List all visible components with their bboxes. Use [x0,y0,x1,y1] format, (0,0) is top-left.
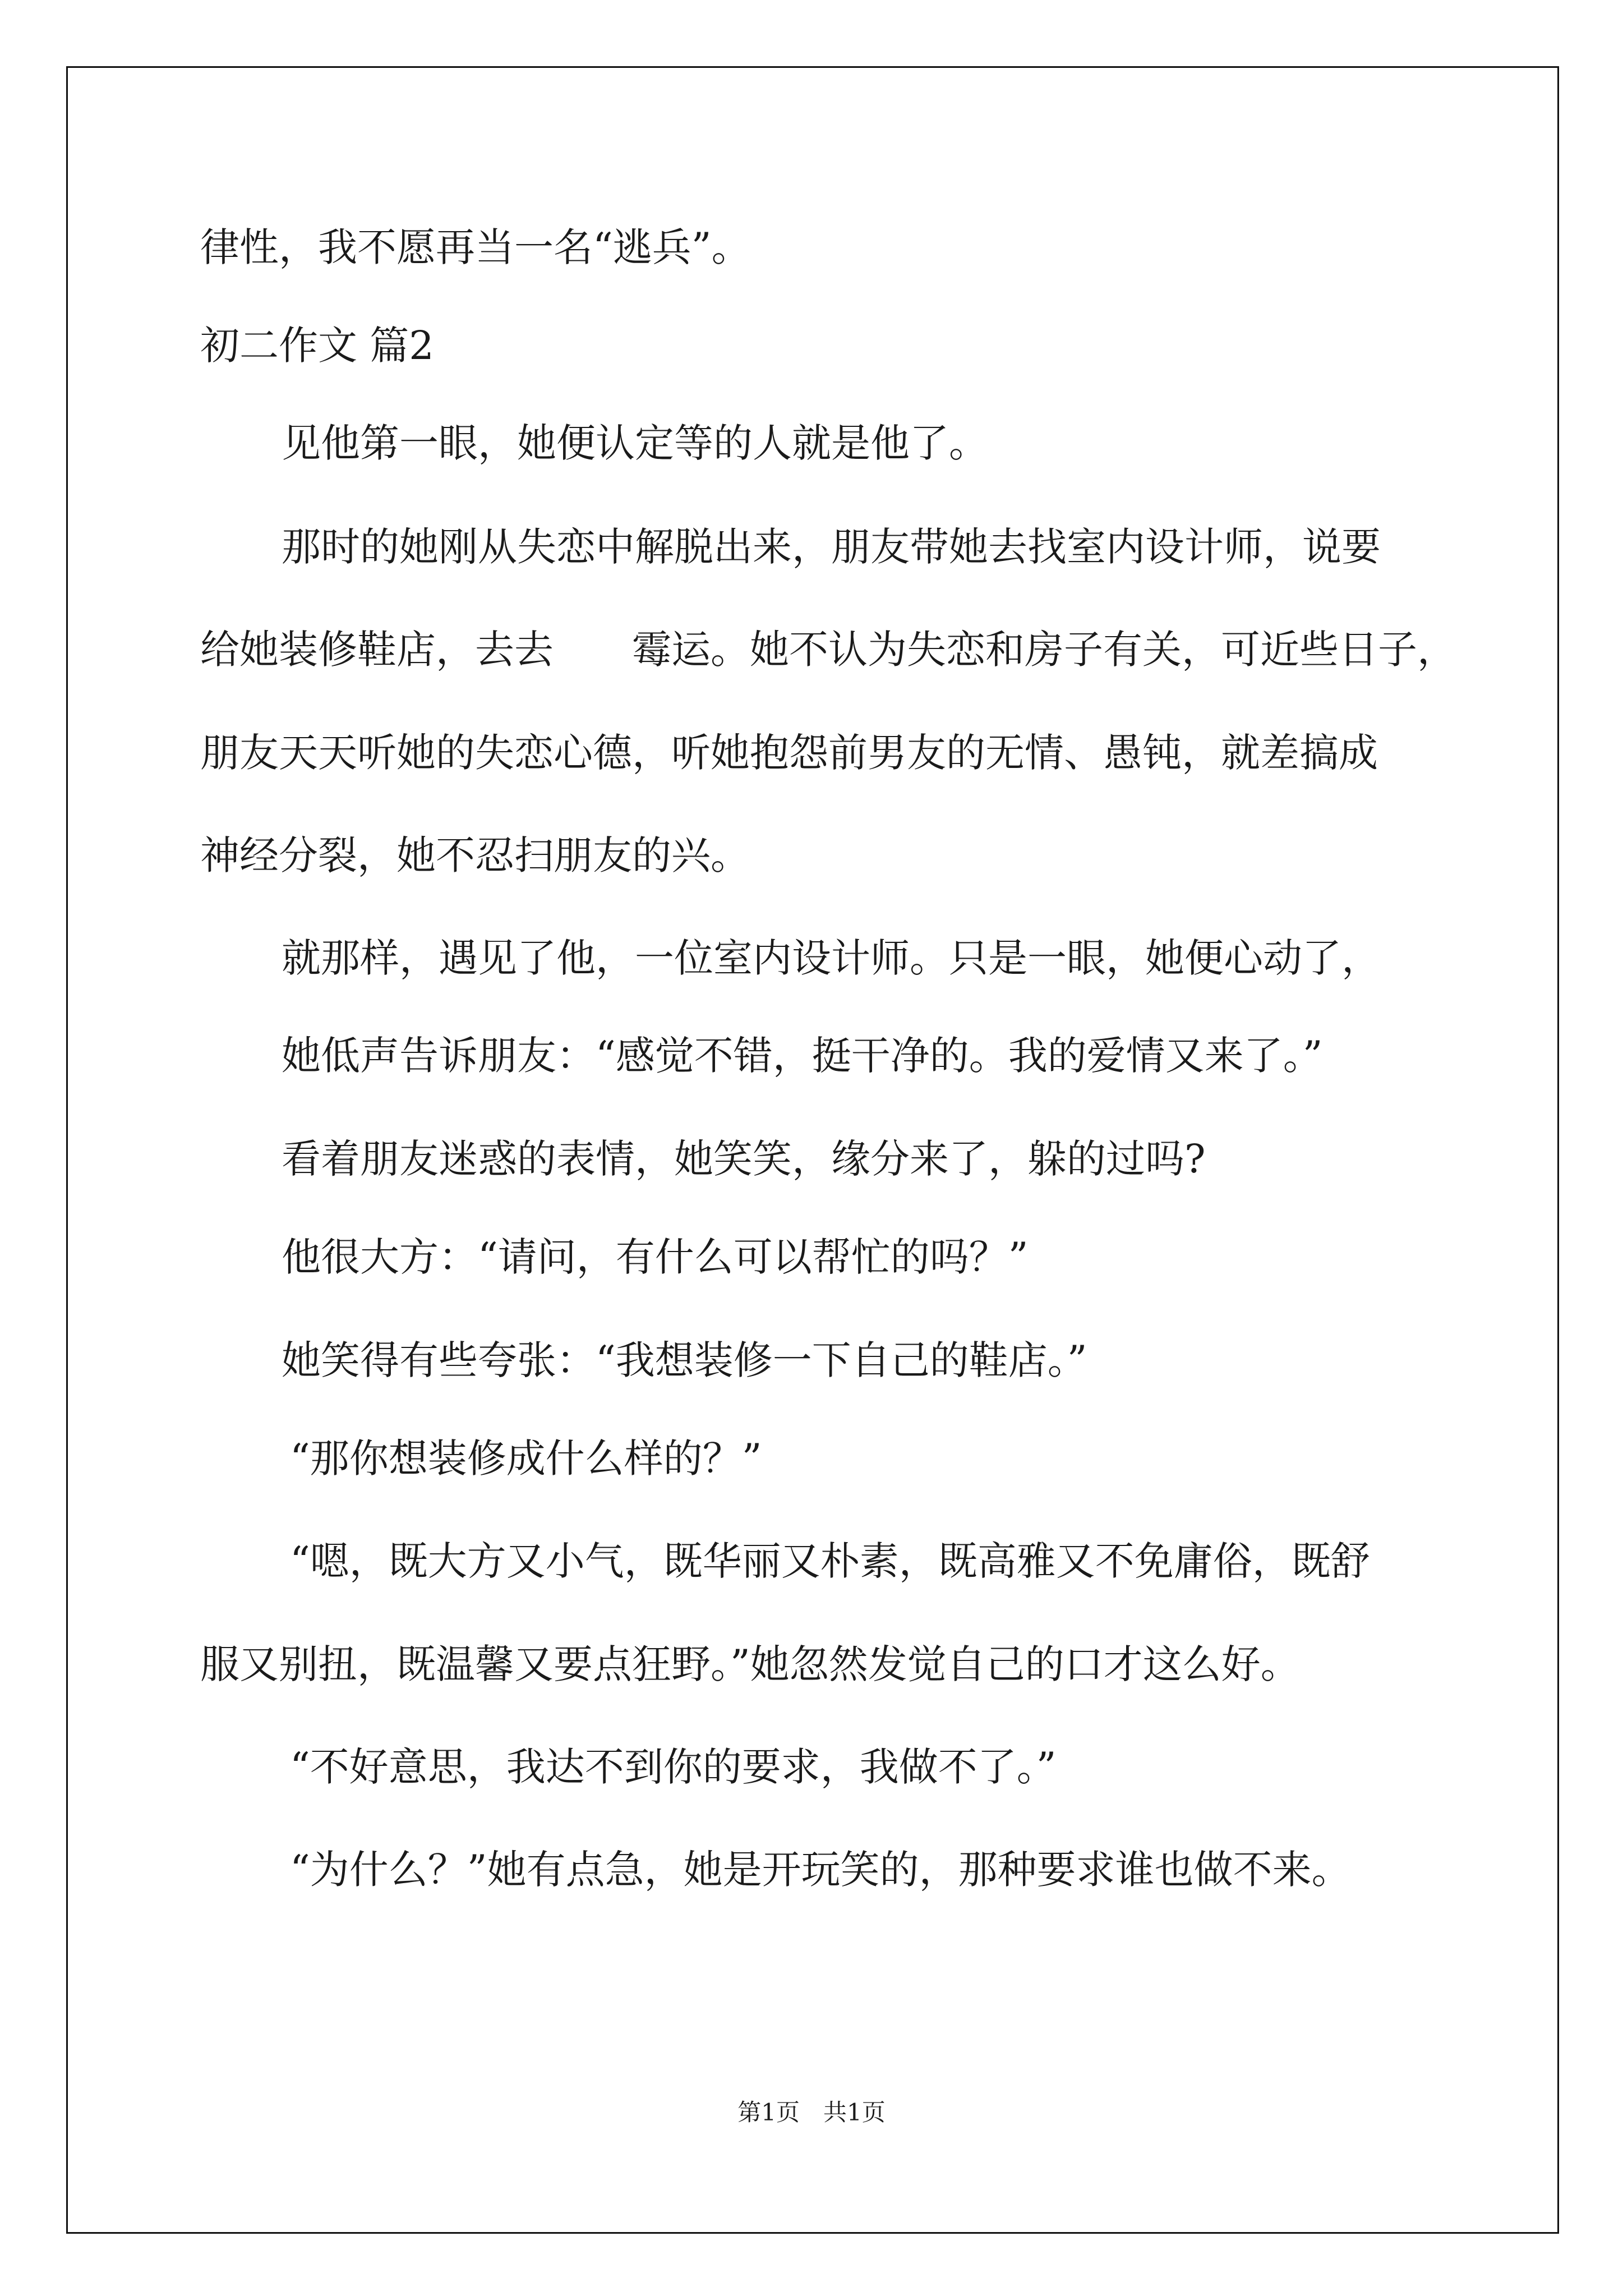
text-line-17: “为什么？”她有点急，她是开玩笑的，那种要求谁也做不来。 [290,1847,1351,1893]
section-heading: 初二作文 篇2 [200,323,434,369]
text-line-13: “那你想装修成什么样的？” [290,1435,762,1481]
text-line-3: 见他第一眼，她便认定等的人就是他了。 [282,420,988,466]
text-line-1: 律性，我不愿再当一名“逃兵”。 [200,224,751,270]
text-line-4: 那时的她刚从失恋中解脱出来，朋友带她去找室内设计师，说要 [282,524,1381,570]
text-line-11: 他很大方：“请问，有什么可以帮忙的吗？” [282,1234,1029,1280]
text-line-7: 神经分裂，她不忍扫朋友的兴。 [200,832,750,878]
text-line-14: “嗯，既大方又小气，既华丽又朴素，既高雅又不免庸俗，既舒 [290,1538,1370,1584]
text-line-9: 她低声告诉朋友：“感觉不错，挺干净的。我的爱情又来了。” [282,1033,1323,1079]
page-footer: 第1页 共1页 [737,2099,886,2126]
text-line-5: 给她装修鞋店，去去 霉运。她不认为失恋和房子有关，可近些日子， [200,627,1456,673]
text-line-15: 服又别扭，既温馨又要点狂野。”她忽然发觉自己的口才这么好。 [200,1641,1300,1687]
text-line-10: 看着朋友迷惑的表情，她笑笑，缘分来了，躲的过吗? [282,1136,1206,1182]
text-line-6: 朋友天天听她的失恋心德，听她抱怨前男友的无情、愚钝，就差搞成 [200,730,1378,776]
text-line-8: 就那样，遇见了他，一位室内设计师。只是一眼，她便心动了， [282,935,1381,981]
text-line-12: 她笑得有些夸张：“我想装修一下自己的鞋店。” [282,1337,1087,1383]
text-line-16: “不好意思，我达不到你的要求，我做不了。” [290,1744,1057,1790]
